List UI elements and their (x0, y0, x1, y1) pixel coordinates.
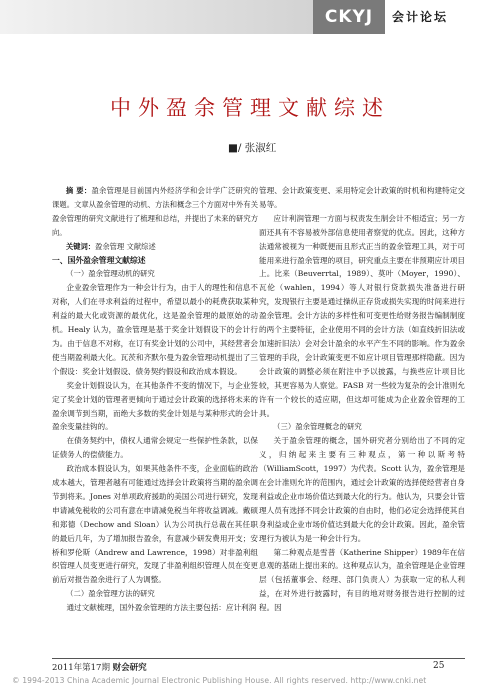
paragraph: 应计利润管理一方面与权责发生制会计不相适宜；另一方面还具有不容易被外部信息使用者察觉的优点。因此，这种方法通常被视为一种既便而且形式正当的盈余管理工具，对于可能用来进行盈余管理的项目，研究重点主要在非预期应计项目上。比来（Beuverrtal，1989）、莫叶（Moyer，1990）、瓦伦（wahlen，1994）等人对银行贷款损失准备进行研究，发现银行主要是通过操纵正存货或损失实现的时间来进行盈余管理。会计方法的多样性和可变更性给财务报告编制制度的两个主要特征，企业使用不同的会计方法（如直线折旧法或加速折旧法）会对会计盈余的水平产生不同的影响。作为盈余管理的手段，会计政策变更不如应计项目管理那样隐蔽。因为会计政策的调整必须在附注中予以披露，与换些应计项目比较，其更容易为人察觉。FASB 对一些较为复杂的会计准则允许有一个较长的适应期，但这却可能成为企业盈余管理的工具。 (259, 213, 465, 418)
article-author: ■/ 张淑红 (228, 142, 277, 154)
abstract-text: 盈余管理是目前国内外经济学和会计学广泛研究的课题。文章从盈余管理的动机、方法和概念三个方面对中外有关盈余管理的研究文献进行了梳理和总结，并提出了未来的研究方向。 (52, 186, 259, 237)
page-number: 25 (433, 661, 445, 671)
paragraph: 企业盈余管理作为一种会计行为，由于人的理性和信息不对称，人们在寻求利益的过程中，希望以最小的耗费获取某种利益的最大化或资源的最优化，这是盈余管理的最原始的动机。Healy 认为，盈余管理是基于奖金计划假设下的会计行为。由于信息不对称，在订有奖金计划的公司中，其经营者会使当期盈利最大化。瓦茨和齐默尔曼为盈余管理动机提出了三个假设：奖金计划假设、债务契约假设和政治成本假设。 (52, 283, 258, 376)
paragraph: 政治成本假设认为，如果其他条件不变，企业面临的政治成本越大，管理者越有可能通过选择会计政策将当期的盈余调节到将来。Jones 对单项政府援助的美国公司进行研究，发现申请减免税收的公司有意在申请减免税当年将收益调减。戴硕和郑德（Dechow and Sloan）认为公司执行总裁在其任职的最后几年，为了增加报告盈余，有意减少研发费用开支；安桥和罗伦斯（Andrew and Lawrence，1998）对非盈利组织管理人员变更进行研究，发现了非盈利组织管理人员在变更前后对报告盈余进行了人为调整。 (52, 464, 258, 585)
keywords-text: 盈余管理 文献综述 (95, 241, 156, 251)
paragraph: 在债务契约中，债权人通常会规定一些保护性条款，以保证债务人的偿债能力。 (52, 436, 258, 460)
paragraph: 管理、会计政策变更、采用特定会计政策的时机和构建特定交易等。 (259, 186, 465, 209)
left-text-column (52, 184, 258, 615)
subsection-heading: （二）盈余管理方法的研究 (66, 589, 155, 599)
article-title: 中外盈余管理文献综述 (110, 96, 390, 120)
issue-line (52, 661, 147, 673)
column-name: 会计论坛 (392, 0, 500, 34)
header-gradient-band (0, 0, 340, 34)
paragraph: 通过文献梳理，国外盈余管理的方法主要包括：应计利润 (66, 603, 257, 613)
section-heading: 一、国外盈余管理文献综述 (52, 255, 146, 265)
paragraph: 第二种观点是雪普（Katherine Shipper）1989年在信息观的基础上提出来的。这种观点认为，盈余管理是企业管理层（包括董事会、经理、部门负责人）为获取一定的私人利益，在对外进行披露时，有目的地对财务报告进行控制的过程。因 (259, 547, 465, 613)
keywords-label: 关键词： (65, 241, 96, 251)
journal-code: CKYJ (313, 0, 385, 34)
issue-number: 2011年第17期 (52, 663, 110, 673)
right-text-column (259, 184, 465, 615)
footer-divider (52, 658, 465, 659)
paragraph: 关于盈余管理的概念，国外研究者分别给出了不同的定义，归纳起来主要有三种观点，第一种以斯考特（WilliamScott，1997）为代表。Scott 认为，盈余管理是在会计准则允许的范围内，通过会计政策的选择使经营者自身利益或企业市场价值达到最大化的行为。他认为，只要会计管理人员有选择不同会计政策的自由时，他们必定会选择使其自身利益或企业市场价值达到最大化的会计政策。因此，盈余管理行为被认为是一种会计行为。 (259, 436, 465, 543)
abstract-label: 摘 要： (65, 186, 92, 195)
journal-header (0, 0, 500, 34)
subsection-heading: （一）盈余管理动机的研究 (66, 269, 155, 279)
abstract (52, 184, 258, 240)
keywords (52, 240, 258, 254)
journal-name: 财会研究 (112, 663, 147, 673)
paragraph: 奖金计划假设认为，在其他条件不变的情况下，与企业签定了奖金计划的管理者更倾向于通过会计政策的选择将未来的盈余调节到当期，而绝大多数的奖金计划是与某种形式的会计盈余变量挂钩的。 (52, 380, 258, 432)
subsection-heading: （三）盈余管理概念的研究 (273, 422, 362, 432)
copyright-notice: © 1994-2013 China Academic Journal Electronic Publishing House. All rights reserved. http://www.cnki.net (12, 676, 427, 685)
